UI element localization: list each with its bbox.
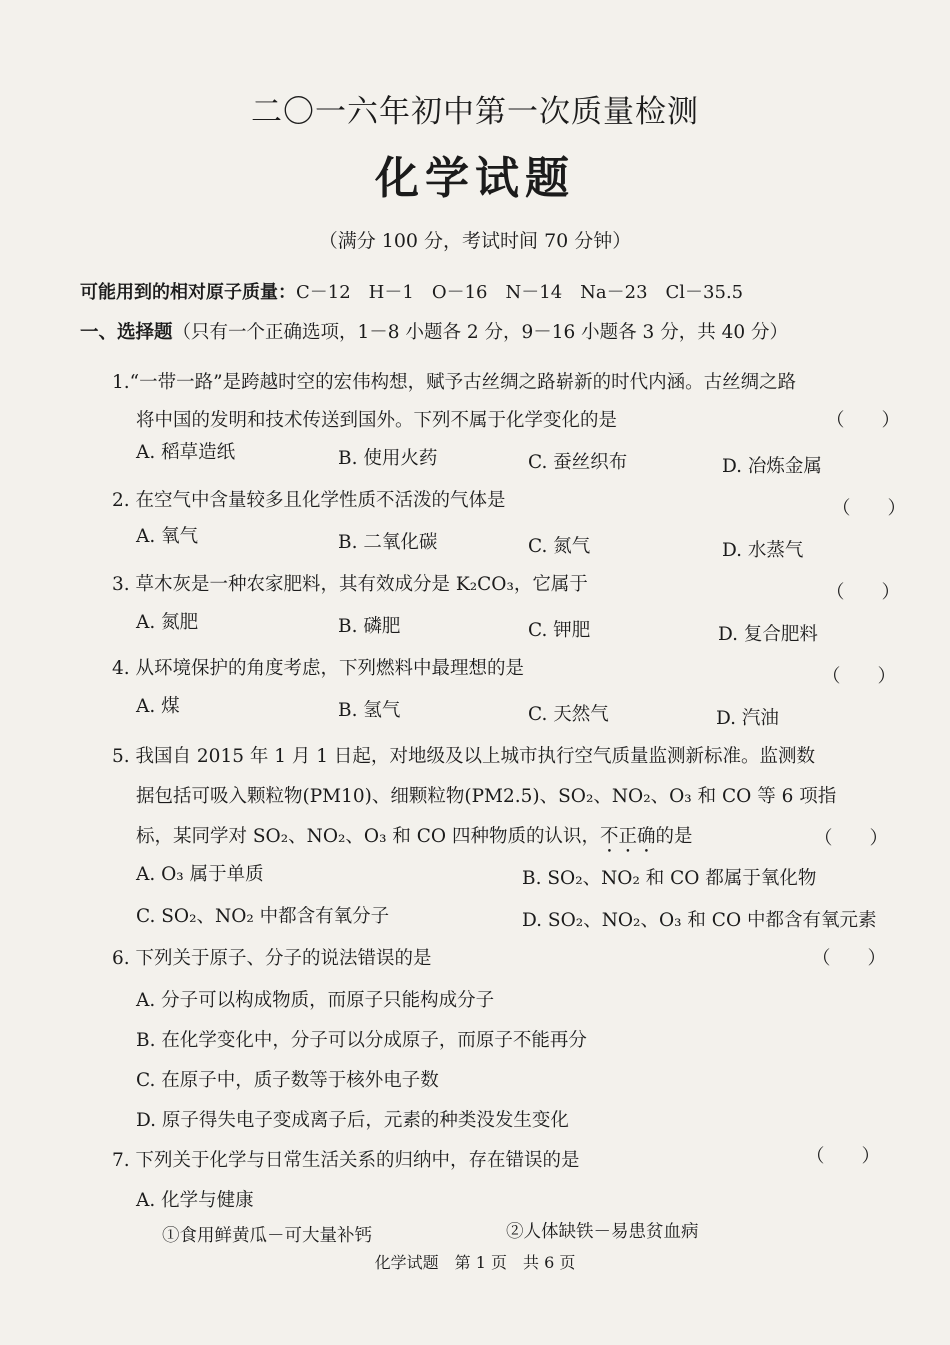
q1-option-d: D. 冶炼金属 bbox=[722, 456, 822, 477]
q1-option-c: C. 蚕丝织布 bbox=[528, 452, 628, 473]
q7-option-a: A. 化学与健康 bbox=[136, 1190, 254, 1211]
section-desc: （只有一个正确选项，1－8 小题各 2 分，9－16 小题各 3 分，共 40 分） bbox=[172, 322, 788, 343]
q3-option-c: C. 钾肥 bbox=[528, 620, 591, 641]
q1-option-a: A. 稻草造纸 bbox=[136, 442, 236, 463]
subject-title: 化学试题 bbox=[375, 153, 575, 204]
q6-option-c: C. 在原子中，质子数等于核外电子数 bbox=[136, 1070, 439, 1091]
q4-option-a: A. 煤 bbox=[136, 696, 180, 717]
q5-line-3-text: 标，某同学对 SO₂、NO₂、O₃ 和 CO 四种物质的认识， bbox=[136, 826, 600, 847]
q5-option-c: C. SO₂、NO₂ 中都含有氧分子 bbox=[136, 906, 390, 927]
q3-option-b: B. 磷肥 bbox=[338, 616, 401, 637]
q2-option-d: D. 水蒸气 bbox=[722, 540, 804, 561]
q4-line-1: 4. 从环境保护的角度考虑，下列燃料中最理想的是 bbox=[112, 658, 525, 679]
q1-line-1: 1.“一带一路”是跨越时空的宏伟构想，赋予古丝绸之路崭新的时代内涵。古丝绸之路 bbox=[112, 372, 797, 393]
q7-sub-item-2: ②人体缺铁－易患贫血病 bbox=[506, 1222, 699, 1242]
answer-paren: （ ） bbox=[812, 948, 887, 969]
q4-option-c: C. 天然气 bbox=[528, 704, 609, 725]
q5-line-3-tail: 的是 bbox=[655, 826, 693, 847]
section-title: 一、选择题 bbox=[80, 322, 173, 343]
atomic-masses-label: 可能用到的相对原子质量： bbox=[80, 282, 296, 303]
atomic-masses bbox=[80, 278, 743, 304]
q5-emphasis: 不正确 bbox=[599, 826, 656, 847]
q3-option-a: A. 氮肥 bbox=[136, 612, 199, 633]
answer-paren: （ ） bbox=[826, 410, 901, 431]
q5-option-d: D. SO₂、NO₂、O₃ 和 CO 中都含有氧元素 bbox=[522, 910, 877, 931]
answer-paren: （ ） bbox=[826, 582, 901, 603]
answer-paren: （ ） bbox=[806, 1146, 881, 1167]
q2-line-1: 2. 在空气中含量较多且化学性质不活泼的气体是 bbox=[112, 490, 506, 511]
q7-sub-item-1: ①食用鲜黄瓜－可大量补钙 bbox=[162, 1226, 372, 1246]
q4-option-b: B. 氢气 bbox=[338, 700, 401, 721]
q5-line-1: 5. 我国自 2015 年 1 月 1 日起，对地级及以上城市执行空气质量监测新标准。监测数 bbox=[112, 746, 815, 767]
exam-info: （满分 100 分，考试时间 70 分钟） bbox=[318, 230, 632, 252]
q3-option-d: D. 复合肥料 bbox=[718, 624, 818, 645]
q6-option-d: D. 原子得失电子变成离子后，元素的种类没发生变化 bbox=[136, 1110, 569, 1131]
q2-option-c: C. 氮气 bbox=[528, 536, 591, 557]
atomic-masses-values: C－12 H－1 O－16 N－14 Na－23 Cl－35.5 bbox=[296, 282, 744, 303]
q5-option-a: A. O₃ 属于单质 bbox=[136, 864, 264, 885]
q5-line-2: 据包括可吸入颗粒物(PM10)、细颗粒物(PM2.5)、SO₂、NO₂、O₃ 和 CO 等 6 项指 bbox=[136, 786, 837, 807]
q6-line-1: 6. 下列关于原子、分子的说法错误的是 bbox=[112, 948, 432, 969]
q6-option-a: A. 分子可以构成物质，而原子只能构成分子 bbox=[136, 990, 495, 1011]
q1-line-2: 将中国的发明和技术传送到国外。下列不属于化学变化的是 bbox=[136, 410, 618, 431]
q4-option-d: D. 汽油 bbox=[716, 708, 779, 729]
q5-option-b: B. SO₂、NO₂ 和 CO 都属于氧化物 bbox=[522, 868, 817, 889]
exam-title: 二〇一六年初中第一次质量检测 bbox=[251, 94, 699, 130]
q5-line-3 bbox=[136, 822, 693, 857]
section-heading bbox=[80, 318, 788, 344]
answer-paren: （ ） bbox=[832, 498, 907, 519]
q1-option-b: B. 使用火药 bbox=[338, 448, 438, 469]
q6-option-b: B. 在化学变化中，分子可以分成原子，而原子不能再分 bbox=[136, 1030, 587, 1051]
answer-paren: （ ） bbox=[814, 828, 889, 849]
q2-option-a: A. 氧气 bbox=[136, 526, 199, 547]
q7-line-1: 7. 下列关于化学与日常生活关系的归纳中，存在错误的是 bbox=[112, 1150, 580, 1171]
answer-paren: （ ） bbox=[822, 666, 897, 687]
page-footer: 化学试题 第 1 页 共 6 页 bbox=[374, 1253, 576, 1272]
q2-option-b: B. 二氧化碳 bbox=[338, 532, 438, 553]
q3-line-1: 3. 草木灰是一种农家肥料，其有效成分是 K₂CO₃，它属于 bbox=[112, 574, 588, 595]
